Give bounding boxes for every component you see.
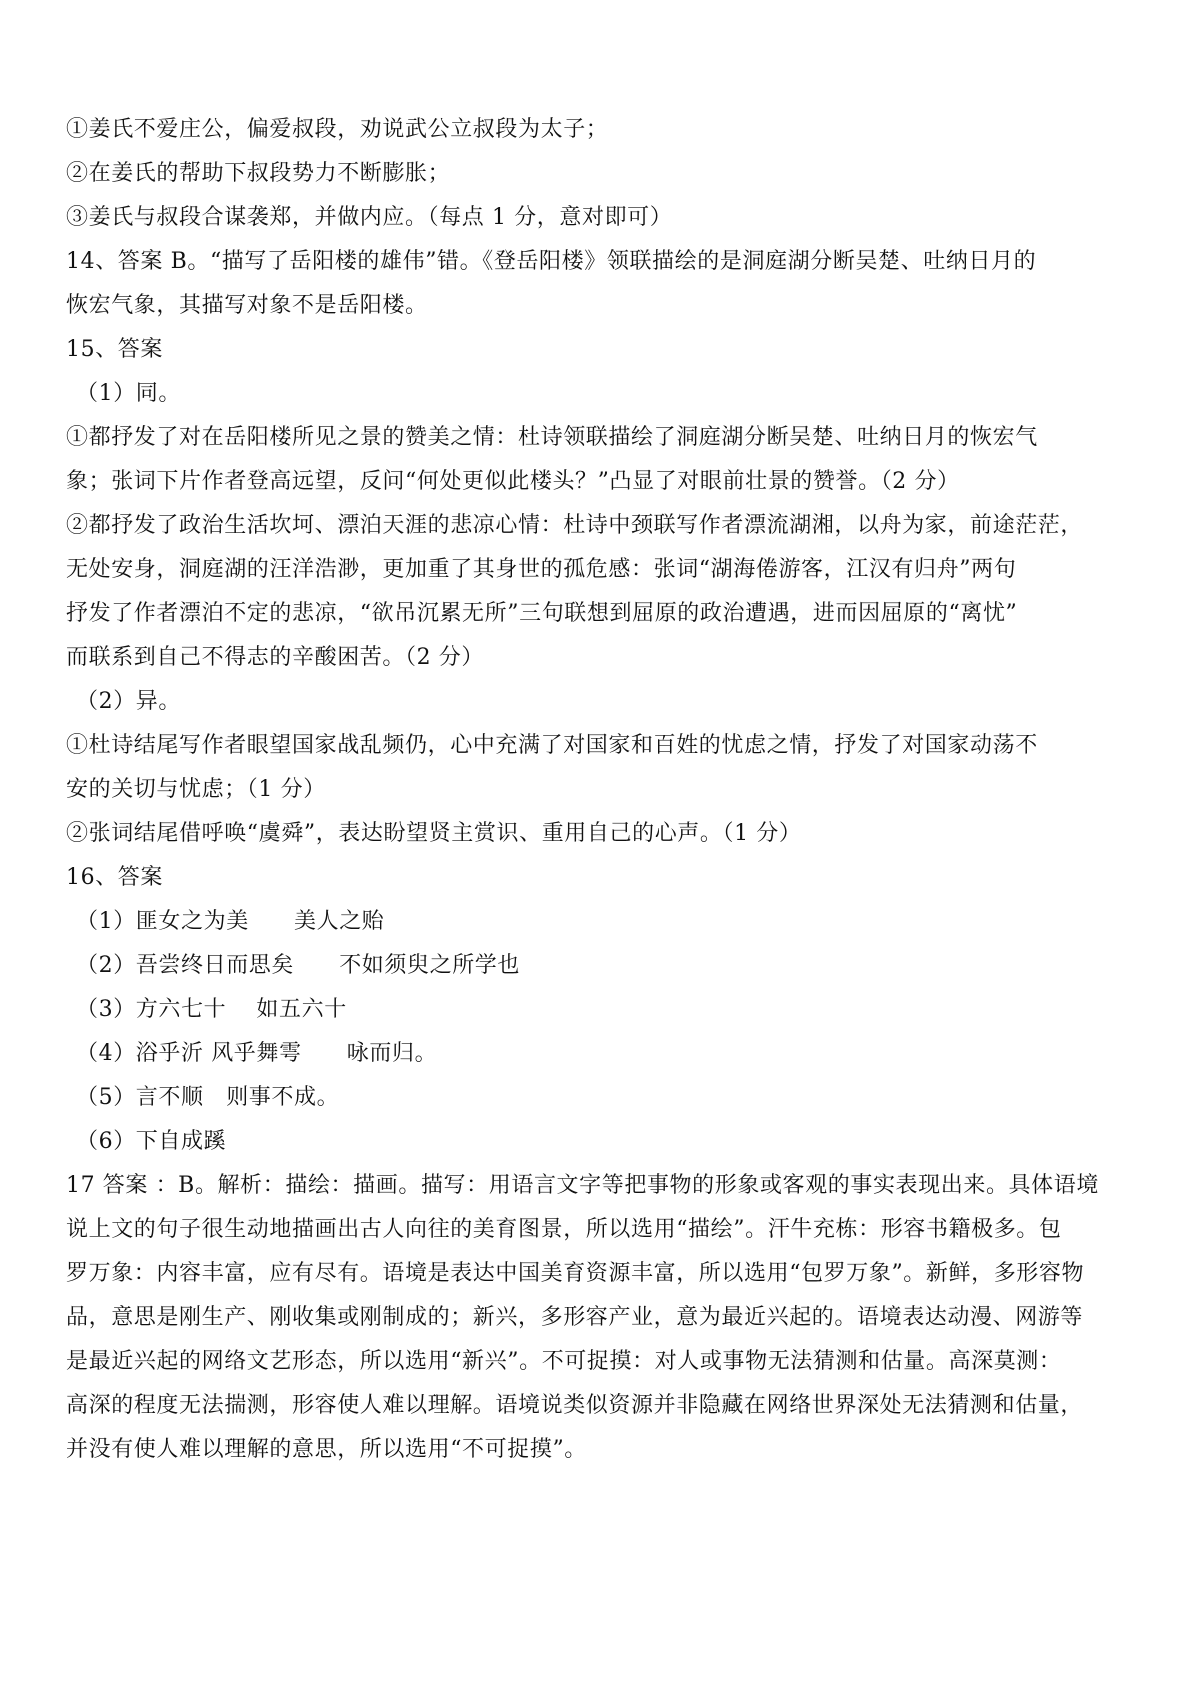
text-line: （2）吾尝终日而思矣 不如须臾之所学也 bbox=[76, 953, 520, 978]
text-line: 罗万象：内容丰富，应有尽有。语境是表达中国美育资源丰富，所以选用“包罗万象”。新鲜，多形容物 bbox=[66, 1261, 1085, 1286]
text-line: 无处安身，洞庭湖的汪洋浩渺，更加重了其身世的孤危感：张词“湖海倦游客，江汉有归舟”两句 bbox=[66, 557, 1017, 582]
text-line: 而联系到自己不得志的辛酸困苦。（2 分） bbox=[66, 645, 484, 670]
text-line: ③姜氏与叔段合谋袭郑，并做内应。（每点 1 分，意对即可） bbox=[66, 205, 673, 230]
text-line: 17 答案 ：B。解析：描绘：描画。描写：用语言文字等把事物的形象或客观的事实表现出来。具体语境 bbox=[66, 1173, 1099, 1198]
text-line: 说上文的句子很生动地描画出古人向往的美育图景，所以选用“描绘”。汗牛充栋：形容书籍极多。包 bbox=[66, 1217, 1062, 1242]
text-line: ②在姜氏的帮助下叔段势力不断膨胀； bbox=[66, 161, 451, 186]
text-line: （5）言不顺 则事不成。 bbox=[76, 1085, 340, 1110]
text-line: （4）浴乎沂 风乎舞雩 咏而归。 bbox=[76, 1041, 438, 1066]
text-line: ②张词结尾借呼唤“虞舜”，表达盼望贤主赏识、重用自己的心声。（1 分） bbox=[66, 821, 802, 846]
text-line: 恢宏气象，其描写对象不是岳阳楼。 bbox=[66, 293, 428, 318]
text-line: ①姜氏不爱庄公，偏爱叔段，劝说武公立叔段为太子； bbox=[66, 117, 609, 142]
text-line: 是最近兴起的网络文艺形态，所以选用“新兴”。不可捉摸：对人或事物无法猜测和估量。高深莫测： bbox=[66, 1349, 1062, 1374]
answer-page bbox=[66, 108, 1146, 1472]
text-line: 15、答案 bbox=[66, 337, 163, 362]
text-line: （3）方六七十 如五六十 bbox=[76, 997, 347, 1022]
text-line: （1）同。 bbox=[76, 381, 181, 406]
text-line: （1）匪女之为美 美人之贻 bbox=[76, 909, 385, 934]
text-line: 16、答案 bbox=[66, 865, 163, 890]
text-line: （2）异。 bbox=[76, 689, 181, 714]
text-line: （6）下自成蹊 bbox=[76, 1129, 227, 1154]
text-line: 高深的程度无法揣测，形容使人难以理解。语境说类似资源并非隐藏在网络世界深处无法猜测和估量， bbox=[66, 1393, 1084, 1418]
text-line: ①都抒发了对在岳阳楼所见之景的赞美之情：杜诗领联描绘了洞庭湖分断吴楚、吐纳日月的恢宏气 bbox=[66, 425, 1038, 450]
text-line: 品，意思是刚生产、刚收集或刚制成的；新兴，多形容产业，意为最近兴起的。语境表达动漫、网游等 bbox=[66, 1305, 1084, 1330]
text-line: 安的关切与忧虑；（1 分） bbox=[66, 777, 326, 802]
text-line: 抒发了作者漂泊不定的悲凉，“欲吊沉累无所”三句联想到屈原的政治遭遇，进而因屈原的“离忧” bbox=[66, 601, 1018, 626]
text-line: 14、答案 B。“描写了岳阳楼的雄伟”错。《登岳阳楼》领联描绘的是洞庭湖分断吴楚、吐纳日月的 bbox=[66, 249, 1037, 274]
text-line: ②都抒发了政治生活坎坷、漂泊天涯的悲凉心情：杜诗中颈联写作者漂流湖湘，以舟为家，前途茫茫， bbox=[66, 513, 1084, 538]
text-line: ①杜诗结尾写作者眼望国家战乱频仍，心中充满了对国家和百姓的忧虑之情，抒发了对国家动荡不 bbox=[66, 733, 1038, 758]
text-line: 并没有使人难以理解的意思，所以选用“不可捉摸”。 bbox=[66, 1437, 587, 1462]
text-line: 象；张词下片作者登高远望，反问“何处更似此楼头？”凸显了对眼前壮景的赞誉。（2 分） bbox=[66, 469, 960, 494]
